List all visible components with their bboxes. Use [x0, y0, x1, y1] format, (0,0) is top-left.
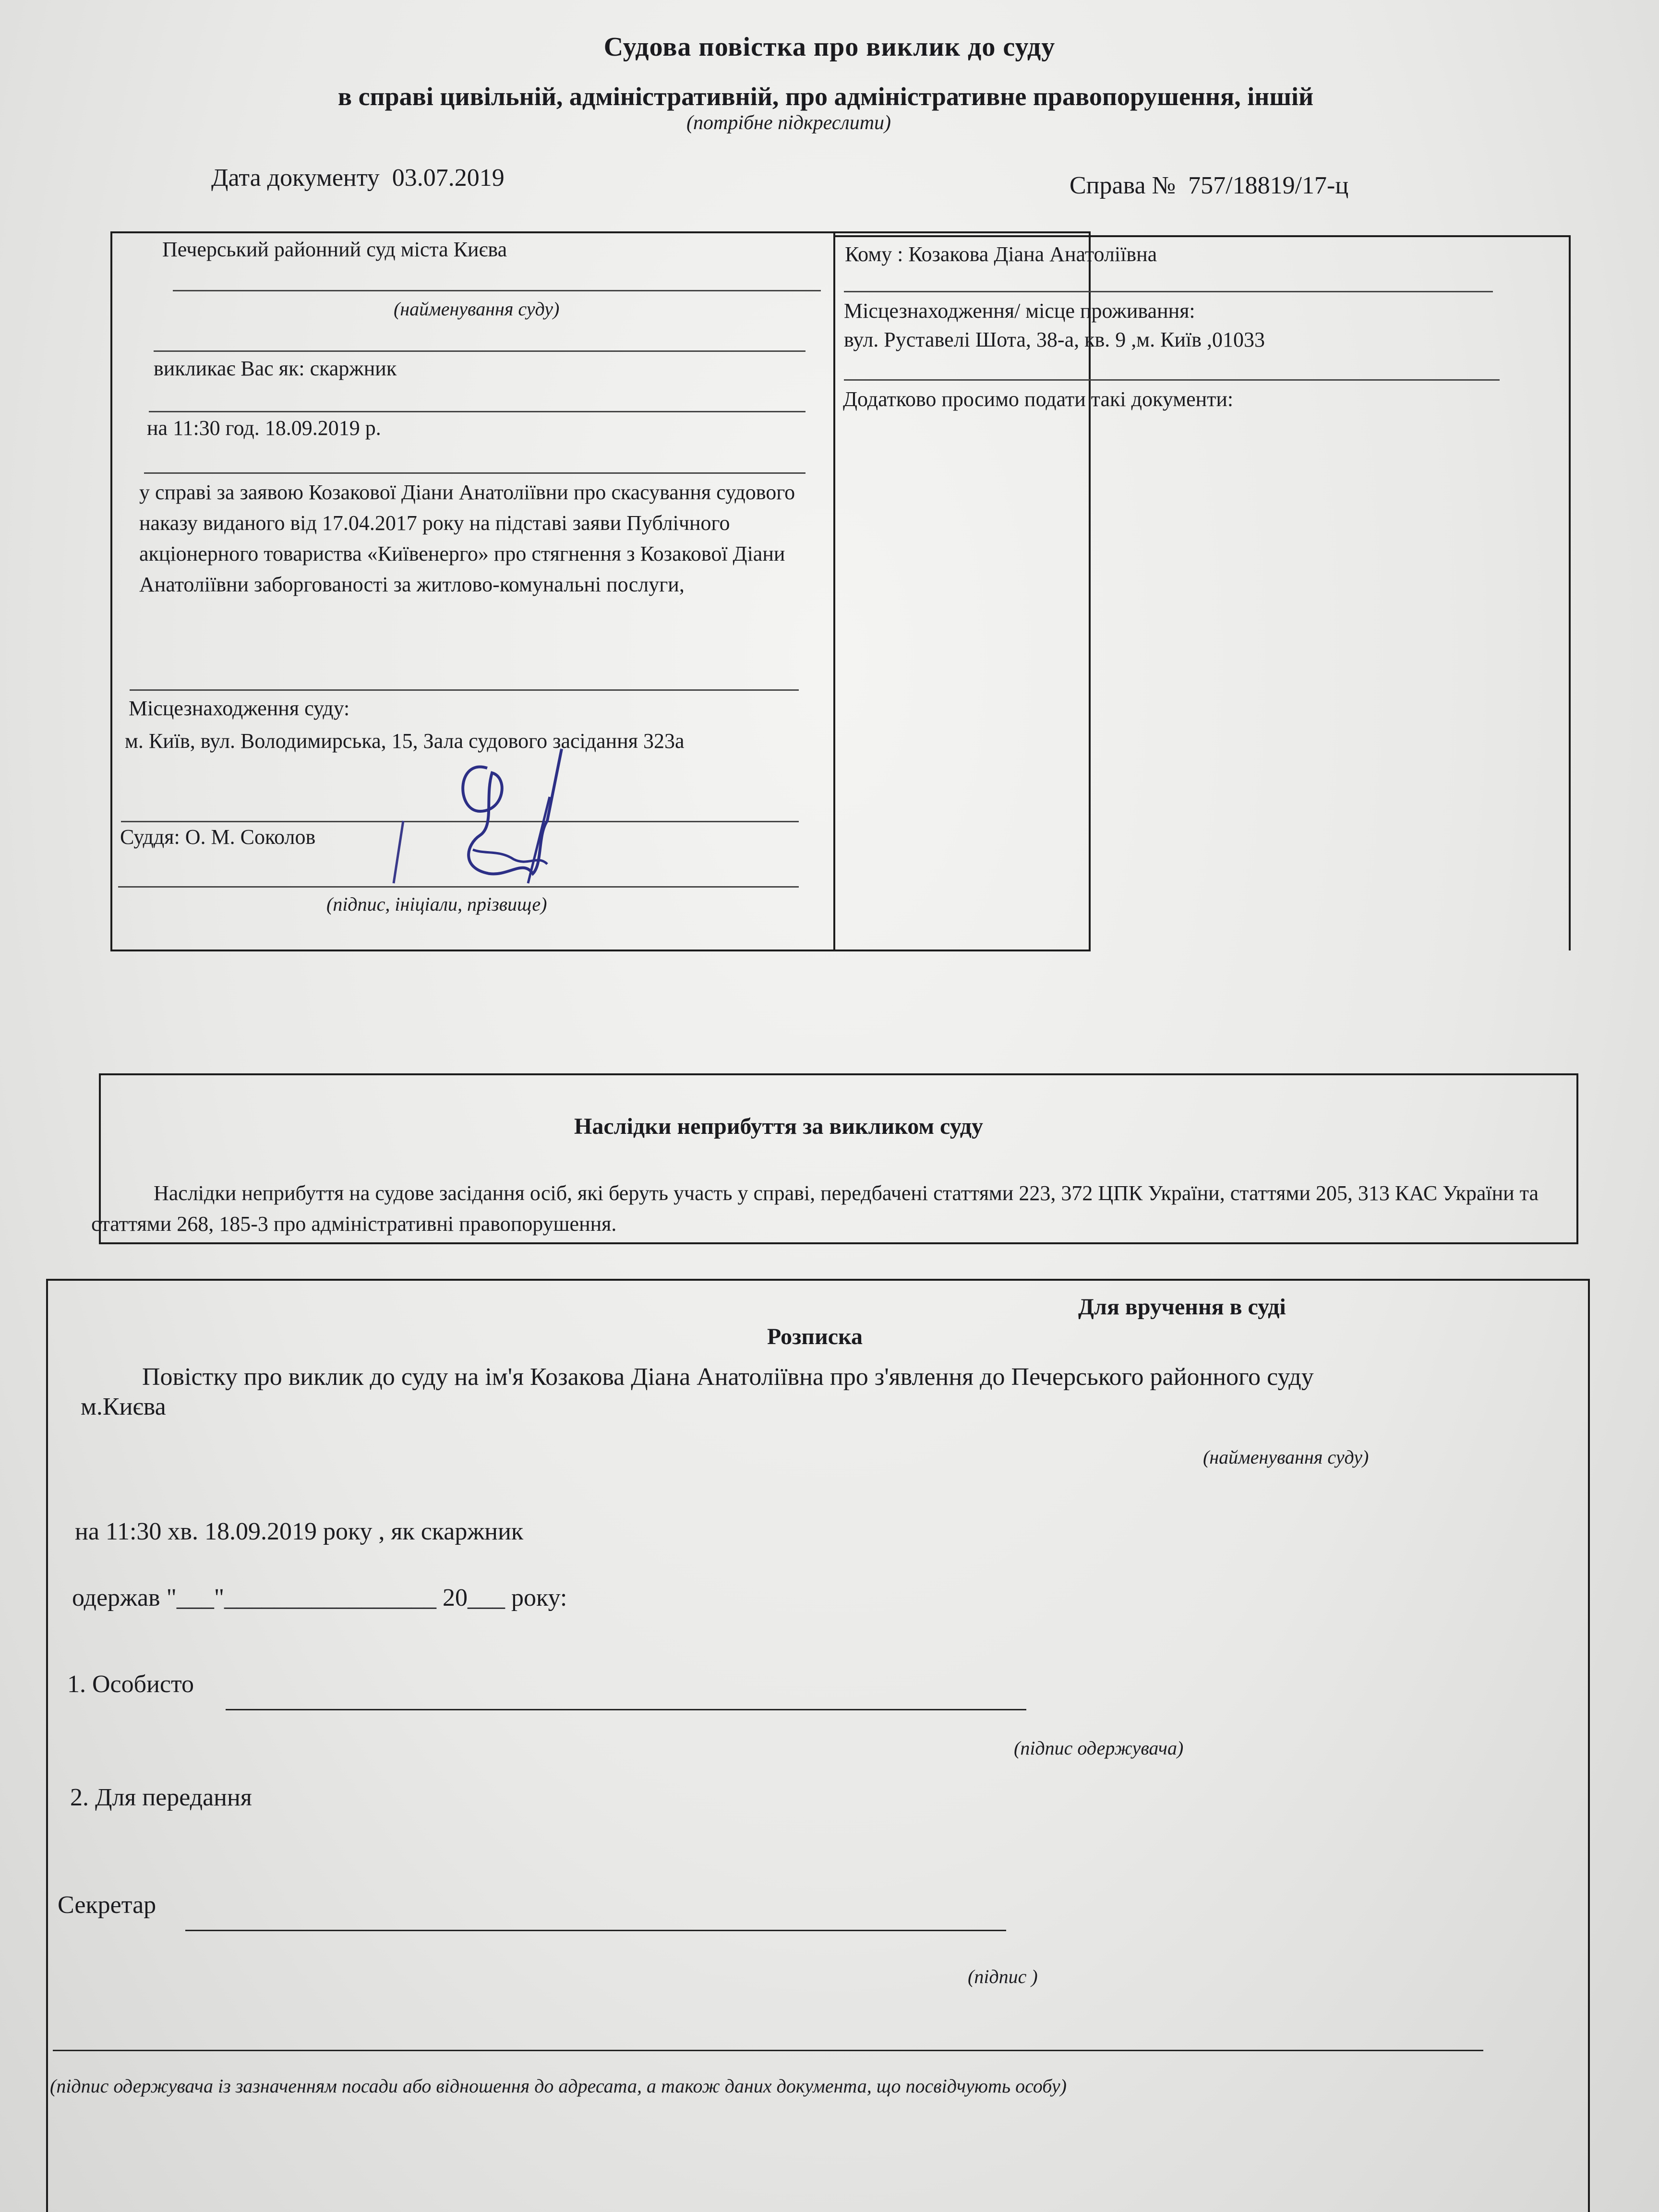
consequences-text: Наслідки неприбуття на судове засідання осіб, які беруть участь у справі, передбачені статтями 223, 372 ЦПК України, статтями 205, 313 КАС України та статтями 268, 185-3 про адміністративні правопорушення. — [91, 1181, 1539, 1236]
court-name-caption: (найменування суду) — [394, 298, 560, 320]
secretary-signature-line[interactable] — [185, 1930, 1006, 1931]
recipient-name: Кому : Козакова Діана Анатоліївна — [845, 242, 1157, 266]
table-divider — [833, 231, 835, 951]
recipient-details-line[interactable] — [53, 2050, 1483, 2051]
court-location-label: Місцезнаходження суду: — [129, 697, 350, 720]
document-subtitle: в справі цивільній, адміністративній, про адміністративне правопорушення, іншій — [337, 82, 1314, 111]
for-court-delivery: Для вручення в суді — [1078, 1294, 1286, 1320]
case-value: 757/18819/17-ц — [1188, 172, 1349, 199]
receipt-court-caption: (найменування суду) — [1203, 1446, 1369, 1468]
receipt-personally: 1. Особисто — [67, 1671, 194, 1698]
time-line — [144, 472, 805, 474]
case-matter: у справі за заявою Козакової Діани Анатоліївни про скасування судового наказу виданого від 17.04.2017 року на підставі заяви Публічного акціонерного товариства «Київенерго» про стягнення з Козакової Діани Анатоліївни заборгованості за житлово-комунальні послуги, — [139, 481, 795, 596]
receipt-transfer: 2. Для передання — [70, 1784, 252, 1811]
receipt-summons-line: Повістку про виклик до суду на ім'я Козакова Діана Анатоліївна про з'явлення до Печерського районного суду — [142, 1363, 1314, 1391]
summons-role: викликає Вас як: скаржник — [154, 357, 397, 380]
matter-line — [130, 689, 799, 691]
role-line — [149, 411, 805, 412]
secretary-signature-caption: (підпис ) — [968, 1966, 1038, 1987]
receipt-court-city: м.Києва — [81, 1393, 166, 1420]
recipient-line — [844, 291, 1493, 292]
case-label: Справа № — [1070, 172, 1176, 199]
document-date — [211, 161, 505, 195]
recipient-signature-caption: (підпис одержувача) — [1014, 1737, 1184, 1759]
consequences-title: Наслідки неприбуття за викликом суду — [574, 1114, 983, 1139]
address-line — [844, 379, 1500, 381]
judge-name: Суддя: О. М. Соколов — [120, 825, 316, 849]
court-location-value: м. Київ, вул. Володимирська, 15, Зала судового засідання 323а — [125, 729, 685, 753]
court-name: Печерський районний суд міста Києва — [162, 238, 507, 261]
date-label: Дата документу — [211, 164, 380, 192]
caption-line — [154, 350, 805, 352]
documents-request: Додатково просимо подати такі документи: — [843, 387, 1234, 411]
receipt-time-line: на 11:30 хв. 18.09.2019 року , як скаржник — [75, 1518, 524, 1545]
personally-signature-line[interactable] — [226, 1709, 1026, 1710]
judge-signature — [384, 739, 586, 893]
hearing-time: на 11:30 год. 18.09.2019 р. — [147, 416, 381, 440]
date-value: 03.07.2019 — [392, 164, 505, 192]
court-name-line — [173, 290, 821, 291]
receipt-box — [46, 1279, 1590, 2212]
recipient-address-label: Місцезнаходження/ місце проживання: — [844, 299, 1195, 323]
recipient-details-caption: (підпис одержувача із зазначенням посади або відношення до адресата, а також даних документа, що посвідчують особу) — [50, 2075, 1067, 2097]
receipt-received-line: одержав "___"_________________ 20___ року: — [72, 1584, 567, 1611]
document-title: Судова повістка про виклик до суду — [603, 32, 1056, 62]
case-number — [1070, 169, 1348, 203]
underline-note: (потрібне підкреслити) — [686, 112, 891, 134]
recipient-address-value: вул. Руставелі Шота, 38-а, кв. 9 ,м. Київ ,01033 — [844, 328, 1265, 351]
receipt-title: Розписка — [767, 1324, 863, 1349]
judge-sign-caption: (підпис, ініціали, прізвище) — [326, 893, 547, 915]
receipt-secretary: Секретар — [58, 1891, 156, 1919]
